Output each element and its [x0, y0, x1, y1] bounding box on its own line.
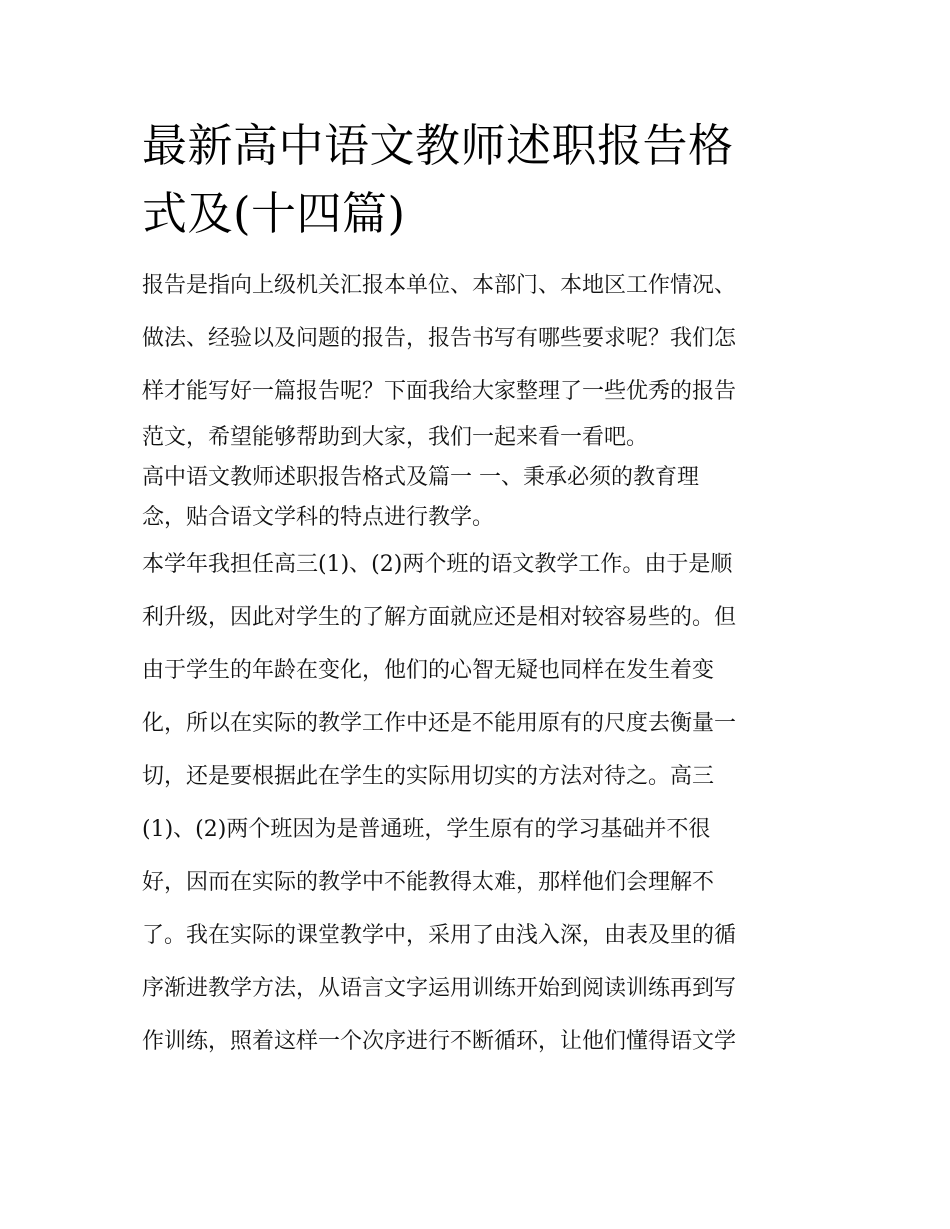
text-line: 利升级，因此对学生的了解方面就应还是相对较容易些的。但 [142, 605, 737, 630]
text-line: 了。我在实际的课堂教学中，采用了由浅入深，由表及里的循 [142, 923, 737, 948]
section-heading [142, 458, 812, 538]
text-line: 报告是指向上级机关汇报本单位、本部门、本地区工作情况、 [142, 273, 737, 298]
text-line: 本学年我担任高三(1)、(2)两个班的语文教学工作。由于是顺 [142, 552, 733, 577]
document-title [142, 112, 812, 248]
text-line: 切，还是要根据此在学生的实际用切实的方法对待之。高三 [142, 764, 715, 789]
text-line: 范文，希望能够帮助到大家，我们一起来看一看吧。 [142, 425, 649, 450]
text-line: 序渐进教学方法，从语言文字运用训练开始到阅读训练再到写 [142, 976, 737, 1001]
text-line: 由于学生的年龄在变化，他们的心智无疑也同样在发生着变 [142, 658, 715, 683]
text-line: 做法、经验以及问题的报告，报告书写有哪些要求呢？我们怎 [142, 326, 737, 351]
intro-paragraph [142, 259, 812, 458]
text-line: 高中语文教师述职报告格式及篇一 一、秉承必须的教育理 [142, 465, 699, 490]
text-line: 好，因而在实际的教学中不能教得太难，那样他们会理解不 [142, 870, 715, 895]
text-line: 化，所以在实际的教学工作中还是不能用原有的尺度去衡量一 [142, 711, 737, 736]
text-line: 作训练，照着这样一个次序进行不断循环，让他们懂得语文学 [142, 1029, 737, 1054]
title-line: 式及(十四篇) [142, 187, 406, 240]
text-line: (1)、(2)两个班因为是普通班，学生原有的学习基础并不很 [142, 817, 711, 842]
document-content [142, 112, 812, 1068]
body-paragraph [142, 538, 812, 1068]
text-line: 念，贴合语文学科的特点进行教学。 [142, 505, 495, 530]
title-line: 最新高中语文教师述职报告格 [142, 119, 734, 172]
text-line: 样才能写好一篇报告呢？下面我给大家整理了一些优秀的报告 [142, 379, 737, 404]
document-body [142, 259, 812, 1068]
